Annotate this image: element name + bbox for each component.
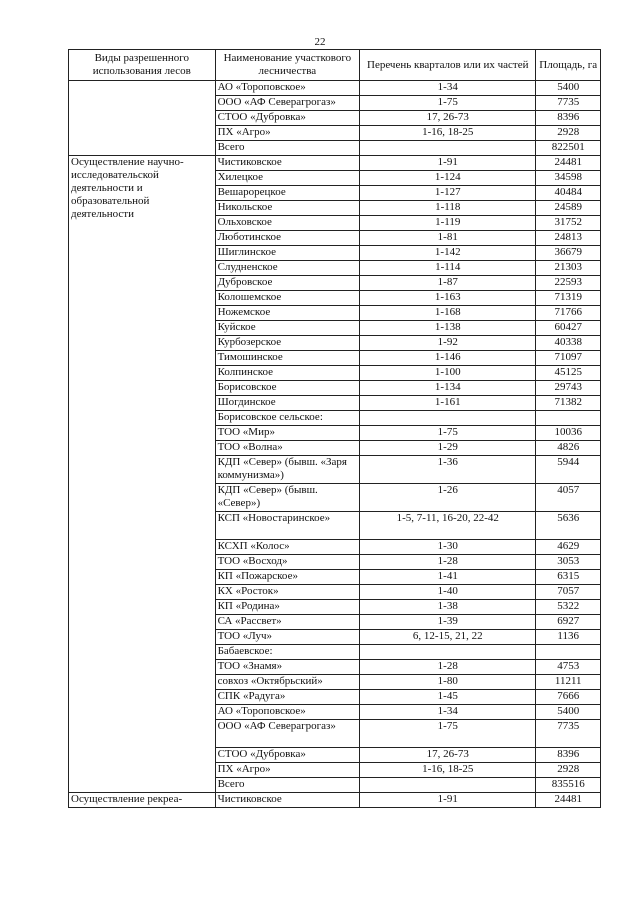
forestry-cell: ТОО «Мир»: [215, 426, 360, 441]
quarters-cell: 1-75: [360, 96, 536, 111]
forestry-cell: ТОО «Восход»: [215, 555, 360, 570]
area-cell: 21303: [536, 261, 601, 276]
use-type-cell: [69, 81, 216, 156]
area-cell: [536, 645, 601, 660]
forestry-cell: Всего: [215, 141, 360, 156]
area-cell: 24481: [536, 793, 601, 808]
area-cell: 1136: [536, 630, 601, 645]
quarters-cell: 1-28: [360, 555, 536, 570]
table-row: [69, 156, 601, 171]
area-cell: 4826: [536, 441, 601, 456]
header-area: Площадь, га: [536, 50, 601, 81]
forestry-cell: Колпинское: [215, 366, 360, 381]
area-cell: 71382: [536, 396, 601, 411]
quarters-cell: 1-45: [360, 690, 536, 705]
quarters-cell: 1-75: [360, 426, 536, 441]
forestry-cell: ТОО «Знамя»: [215, 660, 360, 675]
quarters-cell: 1-26: [360, 484, 536, 512]
quarters-cell: 1-39: [360, 615, 536, 630]
area-cell: 71097: [536, 351, 601, 366]
forestry-cell: Чистиковское: [215, 793, 360, 808]
area-cell: 36679: [536, 246, 601, 261]
forestry-cell: КСП «Новостаринское»: [215, 512, 360, 540]
quarters-cell: 6, 12-15, 21, 22: [360, 630, 536, 645]
quarters-cell: 17, 26-73: [360, 748, 536, 763]
forestry-cell: Слудненское: [215, 261, 360, 276]
quarters-cell: 1-119: [360, 216, 536, 231]
area-cell: 7735: [536, 96, 601, 111]
quarters-cell: 1-40: [360, 585, 536, 600]
area-cell: 60427: [536, 321, 601, 336]
forestry-cell: КДП «Север» (бывш. «Север»): [215, 484, 360, 512]
area-cell: 10036: [536, 426, 601, 441]
area-cell: 24481: [536, 156, 601, 171]
forestry-cell: Борисовское сельское:: [215, 411, 360, 426]
quarters-cell: 1-100: [360, 366, 536, 381]
forestry-cell: КДП «Север» (бывш. «Заря коммунизма»): [215, 456, 360, 484]
quarters-cell: 1-138: [360, 321, 536, 336]
area-cell: 24589: [536, 201, 601, 216]
quarters-cell: 1-91: [360, 156, 536, 171]
area-cell: 29743: [536, 381, 601, 396]
use-type-cell: Осуществление научно-исследовательской деятельности и образовательной деятельности: [69, 156, 216, 793]
forestry-cell: Ольховское: [215, 216, 360, 231]
forestry-cell: ТОО «Волна»: [215, 441, 360, 456]
page-number: 22: [314, 36, 326, 48]
forestry-cell: Шиглинское: [215, 246, 360, 261]
forestry-cell: Куйское: [215, 321, 360, 336]
area-cell: 6315: [536, 570, 601, 585]
area-cell: 71766: [536, 306, 601, 321]
quarters-cell: 17, 26-73: [360, 111, 536, 126]
area-cell: 11211: [536, 675, 601, 690]
quarters-cell: 1-142: [360, 246, 536, 261]
quarters-cell: 1-163: [360, 291, 536, 306]
quarters-cell: 1-92: [360, 336, 536, 351]
quarters-cell: 1-146: [360, 351, 536, 366]
quarters-cell: 1-134: [360, 381, 536, 396]
forestry-cell: Шогдинское: [215, 396, 360, 411]
forestry-cell: КП «Пожарское»: [215, 570, 360, 585]
quarters-cell: 1-124: [360, 171, 536, 186]
area-cell: 4057: [536, 484, 601, 512]
forestry-cell: Курбозерское: [215, 336, 360, 351]
quarters-cell: 1-127: [360, 186, 536, 201]
area-cell: 3053: [536, 555, 601, 570]
forestry-cell: Люботинское: [215, 231, 360, 246]
quarters-cell: [360, 141, 536, 156]
area-cell: 2928: [536, 763, 601, 778]
forestry-cell: СТОО «Дубровка»: [215, 111, 360, 126]
quarters-cell: 1-16, 18-25: [360, 126, 536, 141]
quarters-cell: [360, 778, 536, 793]
area-cell: 5400: [536, 705, 601, 720]
quarters-cell: 1-36: [360, 456, 536, 484]
table-body: [69, 81, 601, 808]
area-cell: 7666: [536, 690, 601, 705]
forestry-cell: КСХП «Колос»: [215, 540, 360, 555]
header-use: Виды разрешенного использования лесов: [69, 50, 216, 81]
quarters-cell: 1-91: [360, 793, 536, 808]
forestry-cell: ООО «АФ Северагрогаз»: [215, 720, 360, 748]
quarters-cell: 1-75: [360, 720, 536, 748]
forestry-cell: Чистиковское: [215, 156, 360, 171]
quarters-cell: 1-34: [360, 81, 536, 96]
area-cell: 34598: [536, 171, 601, 186]
forestry-cell: СТОО «Дубровка»: [215, 748, 360, 763]
quarters-cell: 1-114: [360, 261, 536, 276]
forestry-cell: ООО «АФ Северагрогаз»: [215, 96, 360, 111]
quarters-cell: 1-81: [360, 231, 536, 246]
area-cell: 40484: [536, 186, 601, 201]
quarters-cell: 1-80: [360, 675, 536, 690]
forestry-cell: Всего: [215, 778, 360, 793]
table-header-row: [69, 50, 601, 81]
forestry-cell: Хилецкое: [215, 171, 360, 186]
area-cell: 22593: [536, 276, 601, 291]
quarters-cell: 1-29: [360, 441, 536, 456]
forestry-cell: Дубровское: [215, 276, 360, 291]
area-cell: [536, 411, 601, 426]
area-cell: 822501: [536, 141, 601, 156]
forestry-cell: Тимошинское: [215, 351, 360, 366]
forestry-cell: Ножемское: [215, 306, 360, 321]
area-cell: 5322: [536, 600, 601, 615]
quarters-cell: 1-168: [360, 306, 536, 321]
table-row: [69, 81, 601, 96]
quarters-cell: 1-161: [360, 396, 536, 411]
area-cell: 31752: [536, 216, 601, 231]
forestry-cell: ПХ «Агро»: [215, 763, 360, 778]
area-cell: 5400: [536, 81, 601, 96]
table-row: [69, 793, 601, 808]
quarters-cell: 1-28: [360, 660, 536, 675]
forestry-cell: совхоз «Октябрьский»: [215, 675, 360, 690]
quarters-cell: 1-38: [360, 600, 536, 615]
forestry-cell: Колошемское: [215, 291, 360, 306]
forestry-cell: СПК «Радуга»: [215, 690, 360, 705]
forestry-cell: Вешарорецкое: [215, 186, 360, 201]
area-cell: 24813: [536, 231, 601, 246]
forestry-cell: ПХ «Агро»: [215, 126, 360, 141]
area-cell: 7735: [536, 720, 601, 748]
quarters-cell: [360, 411, 536, 426]
forestry-cell: КП «Родина»: [215, 600, 360, 615]
quarters-cell: [360, 645, 536, 660]
quarters-cell: 1-16, 18-25: [360, 763, 536, 778]
area-cell: 2928: [536, 126, 601, 141]
forestry-cell: АО «Тороповское»: [215, 81, 360, 96]
header-forestry: Наименование участкового лесничества: [215, 50, 360, 81]
area-cell: 5944: [536, 456, 601, 484]
quarters-cell: 1-87: [360, 276, 536, 291]
quarters-cell: 1-30: [360, 540, 536, 555]
forestry-cell: КХ «Росток»: [215, 585, 360, 600]
area-cell: 40338: [536, 336, 601, 351]
forestry-cell: Никольское: [215, 201, 360, 216]
area-cell: 6927: [536, 615, 601, 630]
quarters-cell: 1-5, 7-11, 16-20, 22-42: [360, 512, 536, 540]
header-quarters: Перечень кварталов или их частей: [360, 50, 536, 81]
area-cell: 8396: [536, 111, 601, 126]
area-cell: 7057: [536, 585, 601, 600]
area-cell: 45125: [536, 366, 601, 381]
use-type-cell: Осуществление рекреа-: [69, 793, 216, 808]
area-cell: 5636: [536, 512, 601, 540]
forest-use-table: [68, 49, 601, 808]
area-cell: 835516: [536, 778, 601, 793]
quarters-cell: 1-41: [360, 570, 536, 585]
area-cell: 8396: [536, 748, 601, 763]
forestry-cell: Бабаевское:: [215, 645, 360, 660]
forestry-cell: АО «Тороповское»: [215, 705, 360, 720]
area-cell: 71319: [536, 291, 601, 306]
quarters-cell: 1-118: [360, 201, 536, 216]
quarters-cell: 1-34: [360, 705, 536, 720]
forestry-cell: Борисовское: [215, 381, 360, 396]
forestry-cell: СА «Рассвет»: [215, 615, 360, 630]
area-cell: 4753: [536, 660, 601, 675]
area-cell: 4629: [536, 540, 601, 555]
forestry-cell: ТОО «Луч»: [215, 630, 360, 645]
